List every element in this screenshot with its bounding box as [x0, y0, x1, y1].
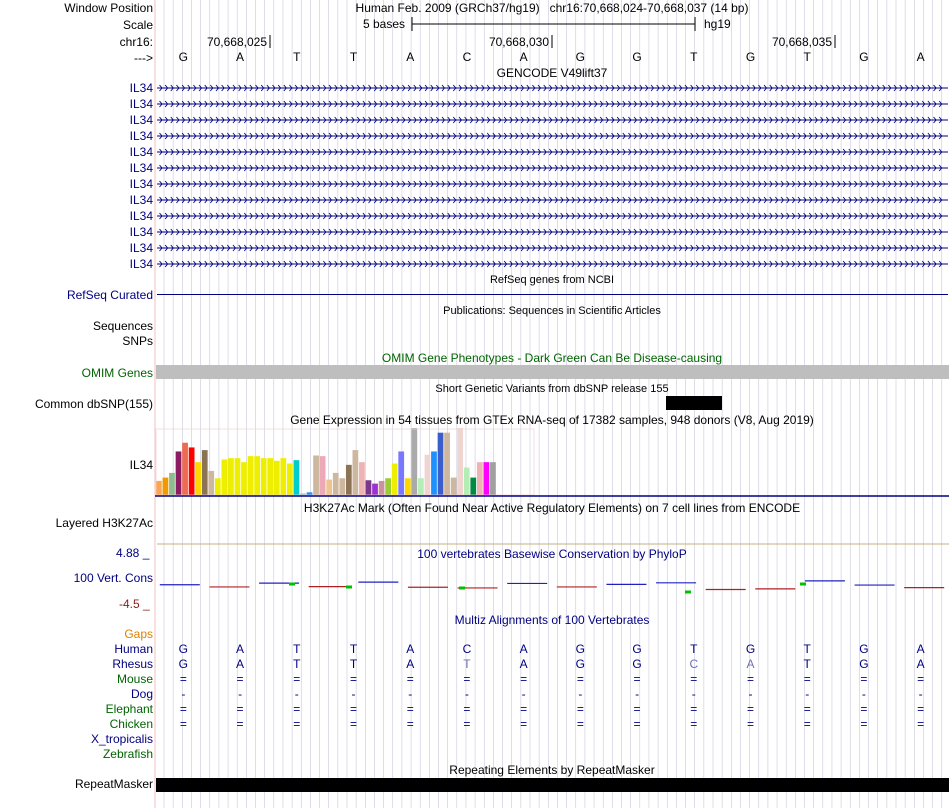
- multiz-base: -: [748, 687, 753, 701]
- dbsnp-variant: [666, 396, 722, 410]
- multiz-base: -: [464, 687, 469, 701]
- sequence-base: T: [803, 50, 811, 64]
- gtex-tissue-bar: [490, 462, 496, 495]
- multiz-base: A: [406, 642, 415, 656]
- gencode-transcript-label: IL34: [129, 97, 153, 111]
- gencode-transcript-label: IL34: [129, 177, 153, 191]
- gtex-tissue-bar: [254, 456, 260, 495]
- scale-label: Scale: [122, 18, 153, 32]
- sequence-base: G: [575, 50, 586, 64]
- gencode-transcript-label: IL34: [129, 145, 153, 159]
- multiz-base: =: [576, 702, 584, 716]
- multiz-base: -: [181, 687, 186, 701]
- multiz-base: -: [861, 687, 866, 701]
- multiz-base: A: [406, 657, 415, 671]
- gtex-tissue-bar: [326, 480, 332, 495]
- multiz-base: =: [860, 672, 868, 686]
- multiz-base: =: [406, 717, 414, 731]
- snps-label[interactable]: SNPs: [122, 334, 153, 348]
- multiz-species-label: Human: [114, 642, 153, 656]
- strand-label: --->: [134, 51, 153, 65]
- refseq-track-label[interactable]: RefSeq Curated: [66, 288, 153, 302]
- multiz-base: A: [916, 657, 925, 671]
- gtex-tissue-bar: [261, 458, 267, 495]
- multiz-base: =: [349, 702, 357, 716]
- multiz-base: =: [236, 672, 244, 686]
- multiz-base: -: [691, 687, 696, 701]
- multiz-base: T: [293, 657, 301, 671]
- multiz-base: =: [746, 717, 754, 731]
- scale-bases: 5 bases: [363, 17, 406, 31]
- dbsnp-track-label[interactable]: Common dbSNP(155): [34, 397, 153, 411]
- gtex-tissue-bar: [366, 480, 372, 495]
- coordinate-label: 70,668,030: [488, 35, 549, 49]
- gtex-tissue-bar: [379, 481, 385, 495]
- multiz-base: A: [746, 657, 755, 671]
- multiz-base: G: [178, 657, 189, 671]
- conservation-max-label: 4.88 _: [116, 546, 150, 560]
- repeatmasker-track-label[interactable]: RepeatMasker: [74, 777, 153, 791]
- sequence-base: A: [916, 50, 925, 64]
- multiz-base: G: [178, 642, 189, 656]
- gtex-tissue-bar: [241, 462, 247, 495]
- multiz-species-label: Chicken: [109, 717, 153, 731]
- refseq-track-title[interactable]: RefSeq genes from NCBI: [489, 274, 615, 286]
- multiz-base: =: [463, 717, 471, 731]
- multiz-base: =: [576, 717, 584, 731]
- multiz-species-label: Rhesus: [112, 657, 153, 671]
- gencode-transcript-label: IL34: [129, 209, 153, 223]
- multiz-base: =: [917, 672, 925, 686]
- multiz-base: =: [463, 672, 471, 686]
- conservation-min-label: -4.5 _: [119, 597, 150, 611]
- multiz-base: G: [745, 642, 756, 656]
- multiz-base: =: [179, 672, 187, 686]
- multiz-base: =: [236, 717, 244, 731]
- gtex-tissue-bar: [176, 451, 182, 495]
- multiz-base: =: [917, 717, 925, 731]
- conservation-highlight: [459, 587, 465, 590]
- multiz-base: =: [520, 672, 528, 686]
- multiz-base: T: [803, 642, 811, 656]
- conservation-track-label[interactable]: 100 Vert. Cons: [73, 571, 153, 585]
- multiz-base: T: [293, 642, 301, 656]
- conservation-highlight: [346, 586, 352, 589]
- multiz-base: G: [632, 657, 642, 671]
- multiz-species-label: Mouse: [116, 672, 153, 686]
- sequence-base: G: [745, 50, 756, 64]
- gtex-tissue-bar: [274, 461, 280, 495]
- multiz-base: T: [690, 642, 698, 656]
- gtex-track-title[interactable]: Gene Expression in 54 tissues from GTEx RNA-seq of 17382 samples, 948 donors (V8, Aug 2019): [290, 413, 814, 427]
- multiz-base: C: [689, 657, 699, 671]
- multiz-base: T: [349, 657, 358, 671]
- gtex-tissue-bar: [418, 478, 424, 495]
- gtex-gene-label[interactable]: IL34: [129, 458, 153, 472]
- gtex-tissue-bar: [156, 481, 162, 495]
- conservation-track-title[interactable]: 100 vertebrates Basewise Conservation by PhyloP: [417, 547, 687, 561]
- sequence-base: A: [406, 50, 415, 64]
- sequences-label[interactable]: Sequences: [92, 319, 153, 333]
- gtex-tissue-bar: [411, 428, 417, 495]
- gtex-tissue-bar: [182, 443, 188, 495]
- multiz-base: -: [805, 687, 810, 701]
- gtex-tissue-bar: [451, 478, 457, 495]
- gtex-tissue-bar: [359, 462, 365, 495]
- gtex-tissue-bar: [457, 428, 463, 495]
- multiz-base: =: [860, 717, 868, 731]
- gtex-tissue-bar: [189, 447, 195, 495]
- publications-track-title[interactable]: Publications: Sequences in Scientific Articles: [443, 305, 661, 317]
- multiz-base: =: [803, 717, 811, 731]
- gtex-tissue-bar: [444, 433, 450, 495]
- gtex-tissue-bar: [228, 458, 234, 495]
- gtex-tissue-bar: [235, 458, 241, 495]
- gtex-tissue-bar: [339, 478, 345, 495]
- multiz-base: =: [349, 672, 357, 686]
- multiz-base: =: [746, 672, 754, 686]
- h3k27ac-track-title[interactable]: H3K27Ac Mark (Often Found Near Active Regulatory Elements) on 7 cell lines from ENCODE: [303, 501, 801, 515]
- multiz-base: A: [916, 642, 925, 656]
- gtex-tissue-bar: [320, 456, 326, 495]
- gtex-tissue-bar: [392, 464, 398, 495]
- multiz-species-label: X_tropicalis: [90, 732, 153, 746]
- gtex-tissue-bar: [385, 478, 391, 495]
- multiz-base: T: [349, 642, 358, 656]
- gtex-tissue-bar: [222, 459, 228, 495]
- gencode-transcript-label: IL34: [129, 161, 153, 175]
- gtex-tissue-bar: [248, 456, 254, 495]
- multiz-base: =: [520, 702, 528, 716]
- multiz-base: -: [238, 687, 243, 701]
- multiz-base: -: [408, 687, 413, 701]
- multiz-base: G: [859, 657, 869, 671]
- multiz-base: =: [803, 702, 811, 716]
- gtex-tissue-bar: [202, 450, 208, 495]
- sequence-base: A: [236, 50, 245, 64]
- multiz-base: =: [236, 702, 244, 716]
- multiz-base: T: [463, 657, 471, 671]
- gtex-tissue-bar: [470, 478, 476, 495]
- multiz-base: A: [236, 657, 245, 671]
- gaps-label: Gaps: [124, 627, 153, 641]
- gtex-tissue-bar: [477, 462, 483, 495]
- gtex-tissue-bar: [372, 484, 378, 495]
- multiz-base: =: [520, 717, 528, 731]
- multiz-track-title[interactable]: Multiz Alignments of 100 Vertebrates: [454, 613, 650, 627]
- gtex-tissue-bar: [438, 433, 444, 495]
- gtex-tissue-bar: [398, 451, 404, 495]
- repeatmasker-track-title[interactable]: Repeating Elements by RepeatMasker: [449, 763, 655, 777]
- conservation-highlight: [800, 583, 806, 586]
- multiz-base: =: [917, 702, 925, 716]
- multiz-species-label: Elephant: [105, 702, 153, 716]
- gtex-tissue-bar: [353, 450, 359, 495]
- multiz-base: A: [236, 642, 245, 656]
- multiz-base: -: [351, 687, 356, 701]
- multiz-base: =: [179, 717, 187, 731]
- multiz-base: G: [632, 642, 642, 656]
- sequence-base: T: [690, 50, 698, 64]
- chromosome-label: chr16:: [119, 35, 153, 49]
- gtex-tissue-bar: [267, 458, 273, 495]
- gencode-transcript-label: IL34: [129, 129, 153, 143]
- gtex-tissue-bar: [484, 462, 490, 495]
- multiz-base: =: [463, 702, 471, 716]
- gencode-transcript-label: IL34: [129, 113, 153, 127]
- gtex-tissue-bar: [313, 455, 319, 495]
- multiz-base: T: [803, 657, 811, 671]
- gencode-track-title[interactable]: GENCODE V49lift37: [496, 66, 608, 80]
- gtex-tissue-bar: [195, 462, 201, 495]
- multiz-base: -: [294, 687, 299, 701]
- multiz-base: =: [860, 702, 868, 716]
- multiz-base: =: [576, 672, 584, 686]
- gtex-tissue-bar: [425, 455, 431, 495]
- gtex-tissue-bar: [215, 478, 221, 495]
- sequence-base: T: [293, 50, 301, 64]
- sequence-base: C: [462, 50, 472, 64]
- multiz-base: =: [633, 672, 641, 686]
- gtex-tissue-bar: [346, 465, 352, 495]
- repeatmasker-element: [156, 778, 949, 792]
- gencode-transcript-label: IL34: [129, 81, 153, 95]
- multiz-base: =: [293, 717, 301, 731]
- multiz-base: C: [462, 642, 472, 656]
- gtex-tissue-bar: [431, 451, 437, 495]
- gtex-tissue-bar: [208, 471, 214, 495]
- multiz-base: G: [859, 642, 869, 656]
- sequence-base: G: [859, 50, 869, 64]
- scale-assembly: hg19: [704, 17, 731, 31]
- gtex-tissue-bar: [287, 464, 293, 495]
- multiz-species-label: Zebrafish: [102, 747, 153, 761]
- multiz-base: G: [575, 657, 586, 671]
- gtex-tissue-bar: [280, 458, 286, 495]
- window-position-label: Window Position: [64, 1, 153, 15]
- multiz-base: =: [746, 702, 754, 716]
- sequence-base: T: [349, 50, 358, 64]
- gencode-transcript-label: IL34: [129, 193, 153, 207]
- multiz-base: A: [519, 642, 528, 656]
- h3k27ac-track-label[interactable]: Layered H3K27Ac: [55, 516, 153, 530]
- multiz-base: =: [293, 702, 301, 716]
- gtex-tissue-bar: [333, 473, 339, 495]
- conservation-highlight: [289, 583, 295, 586]
- sequence-base: G: [632, 50, 642, 64]
- multiz-base: =: [690, 672, 698, 686]
- multiz-base: =: [690, 702, 698, 716]
- gtex-tissue-bar: [169, 473, 175, 495]
- multiz-base: G: [575, 642, 586, 656]
- omim-track-label[interactable]: OMIM Genes: [81, 366, 153, 380]
- multiz-base: =: [803, 672, 811, 686]
- omim-gene-bar: [156, 365, 949, 379]
- gtex-tissue-bar: [307, 492, 313, 495]
- multiz-base: A: [519, 657, 528, 671]
- multiz-base: =: [293, 672, 301, 686]
- gtex-tissue-bar: [294, 460, 300, 495]
- coordinate-label: 70,668,025: [206, 35, 267, 49]
- window-position-text: Human Feb. 2009 (GRCh37/hg19) chr16:70,668,024-70,668,037 (14 bp): [355, 1, 749, 15]
- multiz-base: =: [349, 717, 357, 731]
- gencode-transcript-label: IL34: [129, 257, 153, 271]
- multiz-base: =: [633, 702, 641, 716]
- multiz-base: -: [578, 687, 583, 701]
- gtex-tissue-bar: [163, 478, 169, 495]
- gtex-tissue-bar: [464, 468, 470, 495]
- sequence-base: A: [519, 50, 528, 64]
- multiz-species-label: Dog: [130, 687, 153, 701]
- dbsnp-track-title[interactable]: Short Genetic Variants from dbSNP release 155: [435, 383, 669, 395]
- gencode-transcript-label: IL34: [129, 241, 153, 255]
- multiz-base: =: [633, 717, 641, 731]
- multiz-base: -: [635, 687, 640, 701]
- multiz-base: -: [521, 687, 526, 701]
- multiz-base: =: [406, 702, 414, 716]
- multiz-base: -: [918, 687, 923, 701]
- multiz-base: =: [406, 672, 414, 686]
- conservation-highlight: [685, 591, 691, 594]
- coordinate-label: 70,668,035: [771, 35, 832, 49]
- omim-track-title[interactable]: OMIM Gene Phenotypes - Dark Green Can Be Disease-causing: [381, 351, 723, 365]
- gtex-tissue-bar: [405, 478, 411, 495]
- sequence-base: G: [178, 50, 189, 64]
- multiz-base: =: [690, 717, 698, 731]
- multiz-base: =: [179, 702, 187, 716]
- gencode-transcript-label: IL34: [129, 225, 153, 239]
